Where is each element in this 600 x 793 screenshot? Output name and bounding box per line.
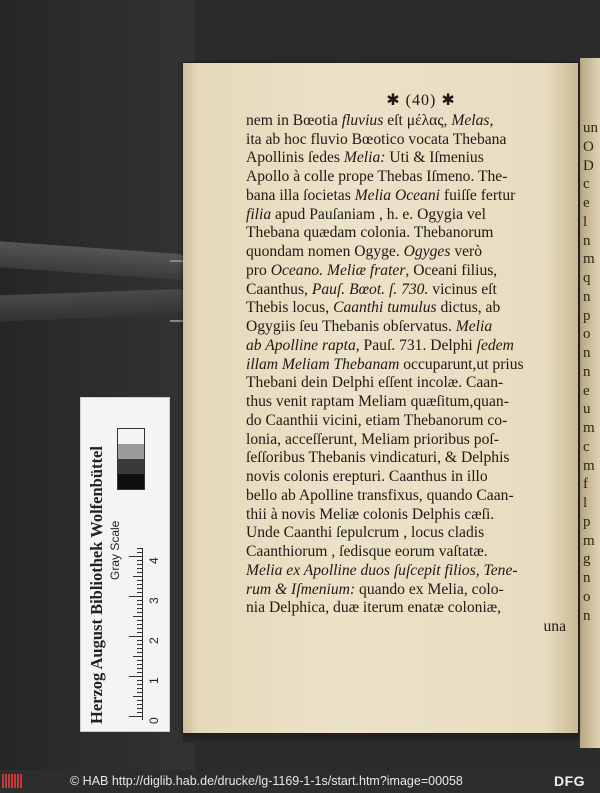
ruler-tick — [137, 584, 143, 585]
next-page-fragment: n — [583, 363, 591, 380]
next-page-fragment: m — [583, 532, 595, 549]
gray-swatch — [118, 444, 144, 459]
next-page-fragment: n — [583, 570, 591, 586]
gray-swatch — [118, 429, 144, 444]
dfg-logo: DFG — [554, 773, 586, 789]
text-line: Thebani dein Delphi eſſent incolæ. Caan- — [246, 374, 504, 392]
next-page-fragment: u — [583, 401, 591, 418]
ruler-tick — [137, 700, 143, 701]
text-line: lonia, acceſſerunt, Meliam prioribus poſ- — [246, 430, 499, 448]
text-line: ita ab hoc fluvio Bœotico vocata Thebana — [246, 130, 507, 148]
next-page-fragment: n — [583, 232, 591, 249]
ruler-tick — [133, 656, 143, 657]
next-page-fragment: p — [583, 513, 591, 530]
next-page-edge — [580, 58, 600, 748]
text-line: thus venit raptam Meliam quæſitum,quan- — [246, 393, 509, 410]
ruler-tick — [137, 684, 143, 685]
ruler-tick — [137, 708, 143, 709]
ruler-number: 1 — [147, 677, 161, 684]
gray-swatch — [118, 474, 144, 489]
text-line: do Caanthii vicini, etiam Thebanorum co- — [246, 411, 508, 429]
ruler-tick — [137, 572, 143, 573]
text-line: Unde Caanthi ſepulcrum , locus cladis — [246, 524, 485, 542]
ruler-tick — [137, 564, 143, 565]
next-page-fragment: l — [583, 495, 588, 511]
ruler-tick — [137, 592, 143, 593]
ruler-tick — [137, 632, 143, 633]
gray-swatch — [118, 459, 144, 474]
ruler-tick — [137, 672, 143, 673]
next-page-fragment: un — [583, 120, 598, 136]
ruler-tick — [137, 680, 143, 681]
gray-scale-label: Gray Scale — [108, 520, 122, 580]
cm-ruler — [117, 548, 161, 724]
card-brand: Herzog August Bibliothek Wolfenbüttel — [87, 446, 106, 724]
ruler-tick — [133, 616, 143, 617]
text-line: nem in Bœotia fluvius eſt μέλας, Melas, — [246, 111, 494, 129]
next-page-fragment: e — [583, 195, 590, 211]
text-line: Thebana quædam colonia. Thebanorum — [246, 224, 494, 242]
next-page-fragment: n — [583, 288, 591, 305]
text-line: pro Oceano. Meliæ frater, Oceani filius, — [246, 261, 498, 279]
ruler-tick — [137, 664, 143, 665]
ruler-tick — [137, 692, 143, 693]
ruler-tick — [137, 652, 143, 653]
text-line: filia apud Pauſaniam , h. e. Ogygia vel — [246, 205, 486, 223]
ruler-tick — [137, 712, 143, 713]
ruler-tick — [137, 612, 143, 613]
next-page-fragment: o — [583, 326, 591, 343]
ruler-tick — [133, 576, 143, 577]
text-line: Apollinis ſedes Melia: Uti & Iſmenius — [246, 149, 484, 167]
text-line: thii à novis Meliæ colonis Delphis cæſi. — [246, 505, 495, 523]
next-page-fragment: o — [583, 588, 591, 605]
text-lines — [246, 112, 566, 618]
text-line: bello ab Apolline transfixus, quando Caan- — [246, 486, 514, 504]
text-line: Thebis locus, Caanthi tumulus dictus, ab — [246, 299, 501, 317]
catchword-line — [246, 618, 566, 637]
ruler-number: 4 — [147, 557, 161, 564]
next-page-fragment: p — [583, 307, 591, 324]
ruler-tick — [137, 600, 143, 601]
ruler-tick — [137, 580, 143, 581]
ruler-tick — [137, 620, 143, 621]
next-page-fragment: g — [583, 551, 591, 568]
ruler-tick — [137, 568, 143, 569]
text-line: Apollo à colle prope Thebas Iſmeno. The- — [246, 168, 508, 185]
ruler-tick — [129, 716, 143, 717]
text-line: Ogygiis ſeu Thebanis obſervatus. Melia — [246, 318, 493, 335]
ruler-tick — [129, 556, 143, 557]
ruler-tick — [137, 628, 143, 629]
text-line: bana illa ſocietas Melia Oceani fuiſſe fertur — [246, 186, 516, 204]
text-line: Melia ex Apolline duos ſuſcepit filios, Tene- — [246, 561, 518, 579]
next-page-fragment: c — [583, 438, 590, 455]
text-line: novis colonis erepturi. Caanthus in illo — [246, 468, 488, 485]
ruler-tick — [129, 636, 143, 637]
next-page-fragment: e — [583, 382, 590, 399]
page-holder-strap — [0, 248, 205, 330]
ruler-tick — [129, 676, 143, 677]
next-page-fragment: q — [583, 270, 591, 286]
ruler-tick — [133, 696, 143, 697]
ruler-tick — [137, 688, 143, 689]
ruler-tick — [137, 560, 143, 561]
next-page-fragment: m — [583, 420, 595, 436]
next-page-fragment: m — [583, 457, 595, 474]
text-line: rum & Iſmenium: quando ex Melia, colo- — [246, 580, 504, 598]
next-page-fragment: n — [583, 345, 591, 361]
ruler-tick — [129, 596, 143, 597]
ruler-tick — [137, 668, 143, 669]
ruler-number: 2 — [147, 637, 161, 644]
ruler-tick — [137, 660, 143, 661]
page-text — [246, 92, 566, 637]
catchword: una — [543, 618, 566, 635]
ruler-tick — [137, 604, 143, 605]
ruler-tick — [137, 548, 143, 549]
page-header: ✱ (40) ✱ — [386, 92, 456, 109]
next-page-fragment: m — [583, 251, 595, 268]
next-page-fragment: n — [583, 607, 591, 624]
ruler-tick — [137, 624, 143, 625]
ruler-tick — [137, 588, 143, 589]
text-line: quondam nomen Ogyge. Ogyges verò — [246, 243, 483, 260]
ruler-tick — [137, 644, 143, 645]
ruler-tick — [137, 552, 143, 553]
text-line: Caanthus, Pauſ. Bœot. ſ. 730. vicinus eſt — [246, 280, 497, 298]
ruler-tick — [137, 640, 143, 641]
ruler-tick — [137, 608, 143, 609]
next-page-fragment: O — [583, 138, 594, 155]
source-url[interactable]: © HAB http://diglib.hab.de/drucke/lg-1169-1-1s/start.htm?image=00058 — [70, 774, 463, 788]
viewer-footer — [0, 770, 600, 793]
library-logo-icon — [2, 774, 22, 788]
gray-scale-swatches — [117, 428, 145, 490]
next-page-fragment: f — [583, 476, 588, 493]
text-line: nia Delphica, duæ iterum enatæ coloniæ, — [246, 599, 502, 617]
ruler-tick — [137, 704, 143, 705]
ruler-number: 0 — [147, 717, 161, 724]
text-line: ſeſſoribus Thebanis vindicaturi, & Delphis — [246, 449, 510, 467]
text-line: Caanthiorum , ſedisque eorum vaſtatæ. — [246, 543, 488, 560]
next-page-fragment: l — [583, 213, 588, 230]
ruler-number: 3 — [147, 597, 161, 604]
next-page-fragment: c — [583, 176, 590, 193]
text-line: illam Meliam Thebanam occuparunt,ut prius — [246, 355, 524, 373]
next-page-fragment: D — [583, 157, 594, 174]
text-line: ab Apolline rapta, Pauſ. 731. Delphi ſedem — [246, 336, 514, 354]
ruler-tick — [137, 648, 143, 649]
